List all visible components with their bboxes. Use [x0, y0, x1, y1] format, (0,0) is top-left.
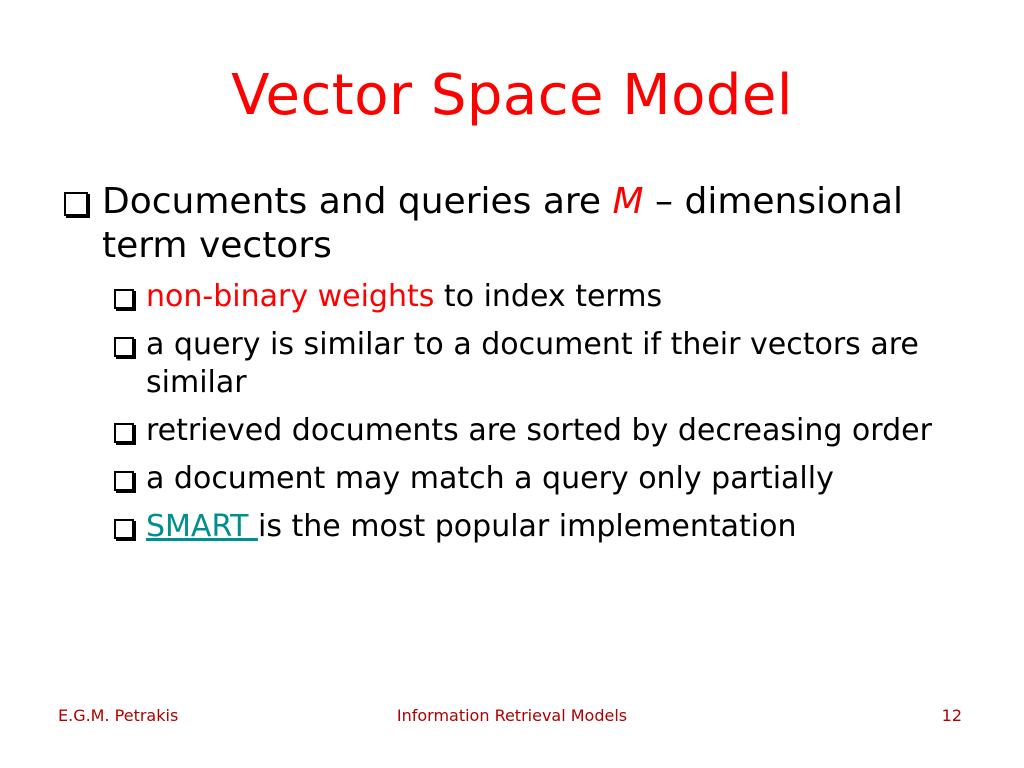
bullet-main: [62, 180, 982, 268]
square-bullet-icon: [114, 423, 134, 443]
square-bullet-icon: [114, 519, 134, 539]
sub-bullet-sorted-text: retrieved documents are sorted by decreasing order: [146, 413, 932, 448]
square-bullet-icon: [64, 192, 88, 216]
footer-page-number: 12: [941, 706, 962, 725]
sub-bullet-smart: [62, 508, 982, 546]
square-bullet-icon: [114, 337, 134, 357]
sub-bullet-sorted: [62, 412, 982, 450]
sub-bullet-partial: [62, 460, 982, 498]
bullet-main-prefix: Documents and queries are: [102, 181, 613, 222]
square-bullet-icon: [114, 289, 134, 309]
sub-bullet-similarity-text: a query is similar to a document if their vectors are similar: [146, 327, 919, 400]
bullet-list: [62, 180, 982, 556]
slide-title: Vector Space Model: [231, 63, 793, 128]
sub-bullet-smart-rest: is the most popular implementation: [257, 509, 797, 544]
sub-bullet-weights-rest: to index terms: [434, 279, 663, 314]
sub-bullet-similarity: [62, 326, 982, 402]
smart-link[interactable]: SMART: [146, 509, 258, 544]
sub-bullet-weights-highlight: non-binary weights: [146, 279, 435, 314]
bullet-main-suffix: – dimensional term vectors: [102, 181, 904, 266]
sub-bullet-weights: [62, 278, 982, 316]
footer-author: E.G.M. Petrakis: [58, 706, 179, 725]
sub-bullet-partial-text: a document may match a query only partially: [146, 461, 834, 496]
square-bullet-icon: [114, 471, 134, 491]
bullet-main-m: M: [612, 181, 644, 222]
footer-course: Information Retrieval Models: [396, 706, 628, 725]
